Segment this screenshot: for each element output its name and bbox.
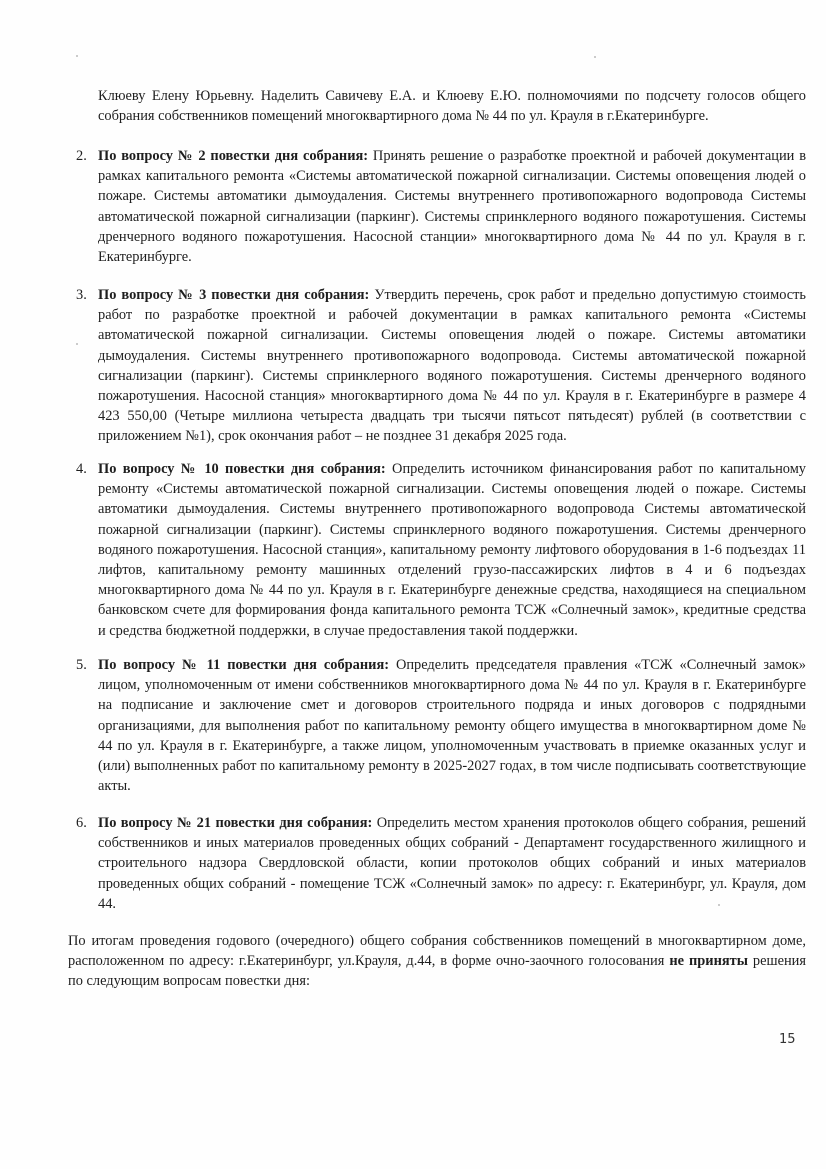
item-lead: По вопросу № 21 повестки дня собрания: (98, 815, 373, 831)
item-lead: По вопросу № 2 повестки дня собрания: (98, 148, 369, 164)
item-number: 6. (76, 815, 87, 831)
item-body (98, 146, 806, 267)
agenda-item-11 (70, 655, 806, 796)
item-number: 5. (76, 657, 87, 673)
agenda-item-3 (70, 285, 806, 447)
agenda-item-21 (70, 813, 806, 914)
item-body (98, 813, 806, 914)
item-text: Определить председателя правления «ТСЖ «Солнечный замок» лицом, уполномоченным от имени собственников многоквартирного дома № 44 по ул. Крауля в г. Екатеринбурге на подписание и заключение смет и договоров строительного подряда и иных договоров с подрядными организациями, для выполнения работ по капитальному ремонту общего имущества в многоквартирном доме № 44 по ул. Крауля в г. Екатеринбурге, а также лицом, уполномоченным участвовать в приемке оказанных услуг и (или) выполненных работ по капитальному ремонту в 2025-2027 годах, в том числе подписывать соответствующие акты. (98, 657, 806, 795)
item-text: Принять решение о разработке проектной и рабочей документации в рамках капитального ремонта «Системы автоматической пожарной сигнализации. Системы оповещения людей о пожаре. Системы автоматики дымоудаления. Системы внутреннего противопожарного водопровода Системы автоматической пожарной сигнализации (паркинг). Системы спринклерного водяного пожаротушения. Системы дренчерного водяного пожаротушения. Насосной станции» многоквартирного дома № 44 по ул. Крауля в г. Екатеринбурге. (98, 148, 806, 266)
item-body (98, 459, 806, 641)
item-body (98, 285, 806, 447)
item-lead: По вопросу № 11 повестки дня собрания: (98, 657, 390, 673)
item-number: 3. (76, 287, 87, 303)
summary-paragraph (68, 931, 806, 992)
scan-speck (594, 56, 596, 58)
item-text: Определить источником финансирования работ по капитальному ремонту «Системы автоматической пожарной сигнализации. Системы оповещения людей о пожаре. Системы автоматики дымоудаления. Системы внутреннего противопожарного водопровода Системы автоматической пожарной сигнализации (паркинг). Системы спринклерного водяного пожаротушения. Системы дренчерного водяного пожаротушения. Насосной станция», капитальному ремонту лифтового оборудования в 1-6 подъездах 11 лифтов, капитальному ремонту машинных отделений грузо-пассажирских лифтов в 4 и 6 подъездах многоквартирного дома № 44 по ул. Крауля в г. Екатеринбурге денежные средства, находящиеся на специальном банковском счете для формирования фонда капитального ремонта ТСЖ «Солнечный замок», кредитные средства и средства бюджетной поддержки, в случае предоставления такой поддержки. (98, 461, 806, 639)
item-number: 2. (76, 148, 87, 164)
summary-bold: не приняты (669, 953, 748, 970)
item-lead: По вопросу № 3 повестки дня собрания: (98, 287, 370, 303)
scan-speck (76, 55, 78, 57)
scan-speck (718, 904, 720, 906)
scan-speck (76, 343, 78, 345)
item-number: 4. (76, 461, 87, 477)
continuation-paragraph: Клюеву Елену Юрьевну. Наделить Савичеву Е.А. и Клюеву Е.Ю. полномочиями по подсчету голосов общего собрания собственников помещений многоквартирного дома № 44 по ул. Крауля в г.Екатеринбурге. (98, 88, 806, 125)
item-text: Определить местом хранения протоколов общего собрания, решений собственников и иных материалов проведенных общих собраний - Департамент государственного жилищного и строительного надзора Свердловской области, копии протоколов общих собраний и иных материалов проведенных общих собраний - помещение ТСЖ «Солнечный замок» по адресу: г. Екатеринбург, ул. Крауля, дом 44. (98, 815, 806, 912)
item-lead: По вопросу № 10 повестки дня собрания: (98, 461, 386, 477)
agenda-item-2 (70, 146, 806, 267)
item-body (98, 655, 806, 796)
page-number: 15 (779, 1032, 796, 1047)
agenda-item-10 (70, 459, 806, 641)
item-text: Утвердить перечень, срок работ и предельно допустимую стоимость работ по разработке проектной и рабочей документации в рамках капитального ремонта «Системы автоматической пожарной сигнализации. Системы оповещения людей о пожаре. Системы автоматики дымоудаления. Системы внутреннего противопожарного водопровода. Системы автоматической пожарной сигнализации (паркинг). Системы спринклерного водяного пожаротушения. Системы дренчерного водяного пожаротушения. Насосной станция» многоквартирного дома № 44 по ул. Крауля в г. Екатеринбурге в размере 4 423 550,00 (Четыре миллиона четыреста двадцать три тысячи пятьсот пятьдесят) рублей (в соответствии с приложением №1), срок окончания работ – не позднее 31 декабря 2025 года. (98, 287, 806, 445)
summary-text-end: решения по следующим вопросам повестки дня: (68, 953, 806, 990)
summary-text: По итогам проведения годового (очередного) общего собрания собственников помещений в многоквартирном доме, расположенном по адресу: г.Екатеринбург, ул.Крауля, д.44, в форме очно-заочного голосования (68, 933, 806, 970)
